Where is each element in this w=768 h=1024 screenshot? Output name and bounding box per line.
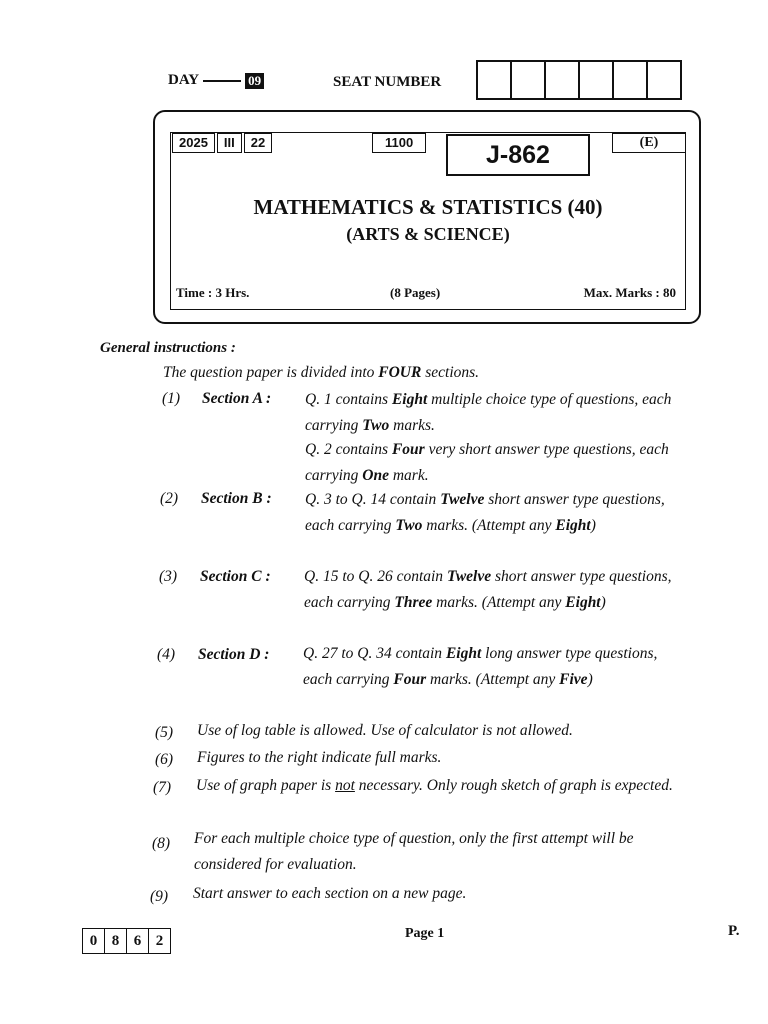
intro-text-end: sections. [421,364,480,381]
intro-bold: FOUR [378,364,422,381]
seat-box[interactable] [512,62,546,98]
text: short answer type questions, each carrying [304,568,672,611]
text: ) [587,670,593,688]
text: short answer type questions, each carrying [305,491,665,534]
seat-box[interactable] [546,62,580,98]
text-bold: Eight [555,516,591,534]
text-bold: One [362,466,389,484]
footer-code-digit: 6 [127,929,149,953]
text: Q. 1 contains [305,391,392,408]
time-label: Time : 3 Hrs. [176,285,250,300]
instruction-6-text: Figures to the right indicate full marks. [197,749,442,766]
footer-code-digit: 0 [83,929,105,953]
section-d-number: (4) [157,646,176,663]
instruction-9-text: Start answer to each section on a new page. [193,885,467,902]
page-turn-marker: P. [728,923,740,939]
text: Q. 15 to Q. 26 contain [304,568,447,585]
instructions-intro [163,364,479,382]
seat-box[interactable] [648,62,680,98]
section-a-label: Section A : [202,390,272,407]
subject-title: MATHEMATICS & STATISTICS (40) [253,195,603,219]
text-bold: Three [394,593,433,611]
text: ) [590,516,596,534]
footer-code-digit: 8 [105,929,127,953]
section-c-text [304,564,680,615]
text: Q. 27 to Q. 34 contain [303,645,446,662]
footer-code-boxes [82,928,171,954]
section-c-label: Section C : [200,568,271,585]
instruction-8-text: For each multiple choice type of question, only the first attempt will be considered for evaluation. [194,830,634,873]
section-a-q1 [305,387,680,438]
text-bold: Four [393,670,427,688]
seat-box[interactable] [478,62,512,98]
instruction-9-number: (9) [150,888,169,905]
pages-label: (8 Pages) [390,285,441,300]
text: very short answer type questions, each carrying [305,441,669,484]
text: Use of graph paper is [196,777,336,794]
text: Q. 3 to Q. 14 contain [305,491,441,508]
text: necessary. Only rough sketch of graph is expected. [354,777,673,794]
code-box-number: 22 [244,133,272,153]
text: marks. (Attempt any [422,516,556,534]
header-inner-frame [170,132,686,310]
section-b-label: Section B : [201,490,272,507]
day-line [203,80,241,82]
section-c-number: (3) [159,568,178,585]
text-bold: Eight [445,645,482,662]
text: ) [600,593,606,611]
text-bold: Four [391,441,425,458]
code-box-1100: 1100 [372,133,426,153]
text-bold: Twelve [440,491,485,508]
section-a-number: (1) [162,390,181,407]
text-bold: Five [559,670,588,688]
section-b-number: (2) [160,490,179,507]
page-number: Page 1 [405,926,445,941]
max-marks-label: Max. Marks : 80 [583,285,676,300]
section-d-text [303,641,680,692]
text: mark. [388,466,429,484]
instruction-6-number: (6) [155,751,174,768]
text-bold: Eight [391,391,428,408]
instruction-7-text [196,773,686,799]
text-bold: Two [362,416,390,434]
text: marks. (Attempt any [426,670,560,688]
instruction-7-number: (7) [153,779,172,796]
instruction-5-number: (5) [155,724,174,741]
subject-stream: (ARTS & SCIENCE) [346,224,510,244]
text: marks. [389,416,435,434]
text: long answer type questions, each carrying [303,645,658,688]
section-a-q2 [305,437,680,488]
seat-box[interactable] [614,62,648,98]
day-field [168,72,264,89]
day-value: 09 [245,73,264,89]
code-boxes [172,133,274,153]
intro-text: The question paper is divided into [163,364,379,381]
instruction-8-number: (8) [152,835,171,852]
code-box-year: 2025 [172,133,215,153]
seat-number-boxes[interactable] [476,60,682,100]
language-box: (E) [612,133,686,153]
section-b-text [305,487,680,538]
section-d-label: Section D : [198,646,270,663]
seat-box[interactable] [580,62,614,98]
seat-number-label: SEAT NUMBER [333,74,442,90]
day-label: DAY [168,72,200,88]
text: Q. 2 contains [305,441,392,458]
paper-code: J-862 [446,134,590,176]
text-bold: Eight [565,593,601,611]
footer-code-digit: 2 [155,933,164,949]
text-bold: Twelve [446,568,492,585]
exam-info-row [176,285,680,303]
text-bold: Two [395,516,423,534]
text: marks. (Attempt any [432,593,566,611]
text-underlined: not [335,777,355,794]
code-box-roman: III [217,133,242,153]
text: multiple choice type of questions, each carrying [305,391,672,434]
instruction-5-text: Use of log table is allowed. Use of calculator is not allowed. [197,722,573,739]
instructions-heading: General instructions : [100,340,236,356]
